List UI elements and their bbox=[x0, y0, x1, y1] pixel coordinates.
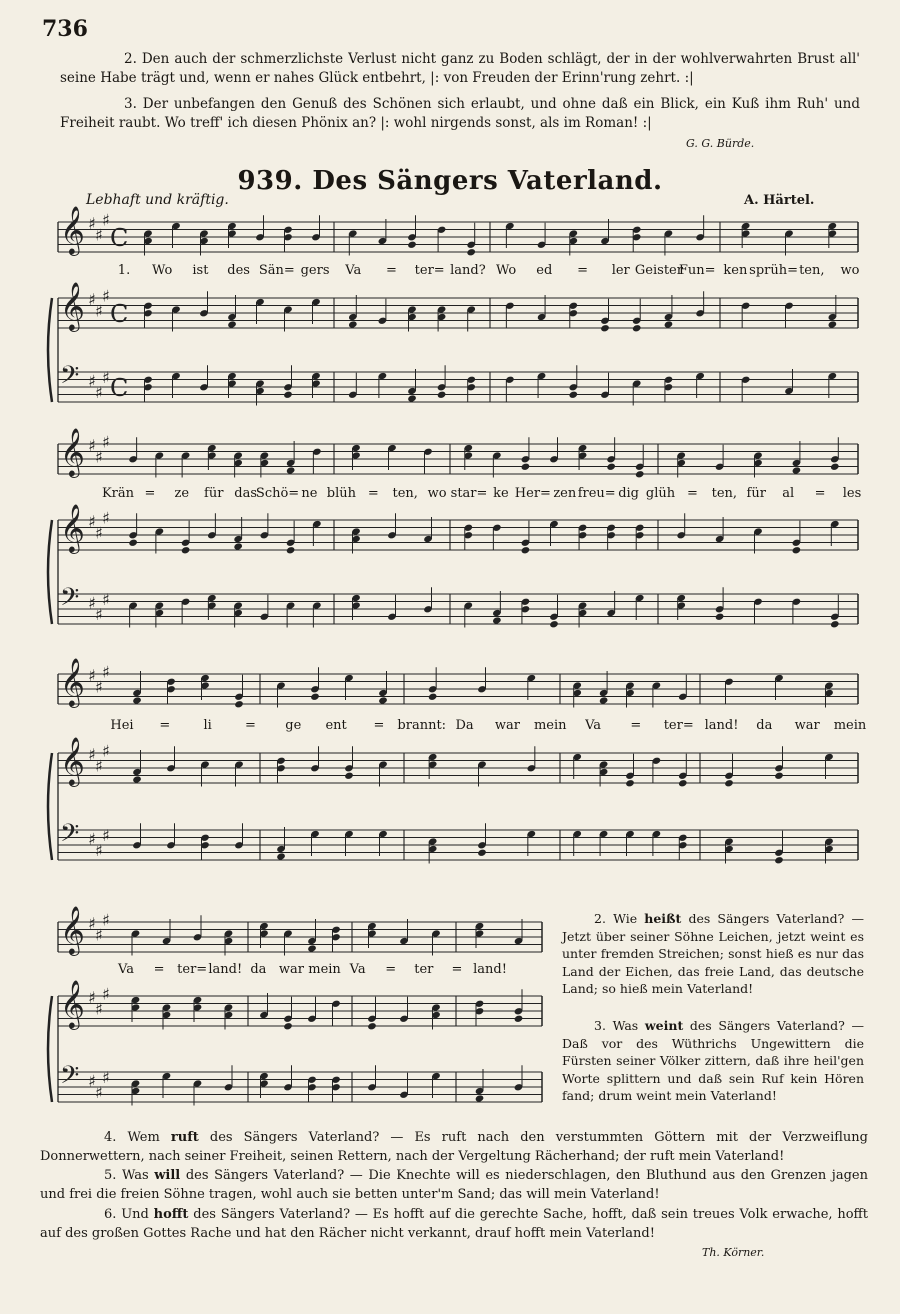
note-head bbox=[128, 539, 138, 547]
sharp-icon: ♯ bbox=[88, 988, 96, 1007]
bass-clef-icon: 𝄢 bbox=[60, 819, 80, 854]
lyric-syllable: Sän= bbox=[258, 263, 295, 278]
note-head bbox=[132, 775, 142, 783]
lyric-syllable: = bbox=[159, 718, 171, 733]
lyric-syllable: Schö= bbox=[255, 486, 300, 501]
lyric-syllable: Geister bbox=[634, 263, 683, 278]
lyric-syllable: für bbox=[746, 486, 766, 501]
note-head bbox=[678, 779, 688, 787]
note-head bbox=[286, 466, 296, 474]
note-head bbox=[348, 320, 358, 328]
verse-5-keyword: will bbox=[154, 1168, 181, 1183]
treble-clef-icon: 𝄞 bbox=[60, 503, 85, 552]
sharp-icon: ♯ bbox=[102, 910, 110, 930]
common-time-icon: C bbox=[110, 374, 129, 402]
note-head bbox=[477, 849, 487, 857]
lyric-syllable: freu= bbox=[577, 486, 616, 501]
lyric-syllable: land? bbox=[450, 263, 486, 278]
song-author: Th. Körner. bbox=[702, 1246, 765, 1259]
sharp-icon: ♯ bbox=[88, 666, 96, 685]
note-head bbox=[774, 772, 784, 780]
lyric-syllable: ent bbox=[325, 718, 347, 733]
note-head bbox=[792, 546, 802, 554]
treble-clef-icon: 𝄞 bbox=[60, 281, 85, 330]
note-head bbox=[286, 546, 296, 554]
bass-clef-icon: 𝄢 bbox=[60, 1061, 80, 1096]
treble-clef-icon: 𝄞 bbox=[60, 657, 85, 706]
lyric-syllable: des bbox=[227, 263, 250, 278]
note-head bbox=[234, 700, 244, 708]
note-head bbox=[632, 324, 642, 332]
lyric-syllable: ten, bbox=[711, 486, 738, 501]
verse-5-lead: 5. Was bbox=[104, 1168, 149, 1183]
sharp-icon: ♯ bbox=[88, 371, 96, 391]
lyric-syllable: = bbox=[630, 718, 642, 733]
sharp-icon: ♯ bbox=[95, 925, 103, 945]
note-head bbox=[276, 852, 286, 860]
lyric-syllable: mein bbox=[308, 962, 341, 977]
note-head bbox=[599, 696, 609, 704]
verse-4-text: des Sängers Vaterland? — Es ruft nach den verstummten Göttern mit der Verzweiflung Donnerwettern, nach seiner Freiheit, seinen Rettern, nach der Vergeltung Rächerhand; der ruft mein Vaterland! bbox=[40, 1130, 868, 1164]
lyric-syllable: mein bbox=[533, 718, 567, 733]
piano-brace bbox=[48, 298, 52, 402]
lyric-syllable: wo bbox=[840, 263, 860, 278]
lyric-syllable: Krän bbox=[101, 486, 135, 501]
note-head bbox=[635, 470, 645, 478]
note-head bbox=[283, 391, 293, 399]
lyric-syllable: land! bbox=[704, 718, 739, 733]
lyric-syllable: glüh bbox=[645, 486, 676, 501]
common-time-icon: C bbox=[110, 224, 129, 252]
lyric-syllable: ist bbox=[192, 263, 209, 278]
note-head bbox=[774, 856, 784, 864]
sharp-icon: ♯ bbox=[88, 1071, 96, 1091]
lyric-syllable: brannt: bbox=[397, 718, 447, 733]
note-head bbox=[514, 1015, 524, 1023]
sharp-icon: ♯ bbox=[95, 1082, 103, 1102]
lyric-syllable: = bbox=[814, 486, 826, 501]
lyric-syllable: das bbox=[234, 486, 258, 501]
verse-3-text: des Sängers Vaterland? — Daß vor des Wüthrichs Ungewittern die Fürsten seiner Völker zittern, daß ihre heil'gen Worte splittern und daß sein Ruf kein Hören fand; drum weint mein Vaterland! bbox=[562, 1018, 864, 1103]
sharp-icon: ♯ bbox=[102, 367, 110, 387]
note-head bbox=[132, 696, 142, 704]
lyric-syllable: Va bbox=[349, 962, 366, 977]
piano-brace bbox=[48, 996, 52, 1102]
note-head bbox=[830, 620, 840, 628]
lyric-syllable: Wo bbox=[495, 263, 517, 278]
lyric-syllable: ke bbox=[493, 486, 509, 501]
sharp-icon: ♯ bbox=[95, 382, 103, 402]
note-head bbox=[492, 616, 502, 624]
sharp-icon: ♯ bbox=[88, 593, 96, 613]
lyric-syllable: = bbox=[367, 486, 379, 501]
verse-5-text: des Sängers Vaterland? — Die Knechte will es niederschlagen, den Bluthund aus den Grenzen jagen und frei die freien Söhne tragen, wohl auch sie betten unter'm Sand; das will mein Vaterland! bbox=[40, 1168, 868, 1202]
lyric-syllable: ter= bbox=[177, 962, 208, 977]
lyric-syllable: land! bbox=[473, 962, 507, 977]
note-head bbox=[724, 779, 734, 787]
treble-clef-icon: 𝄞 bbox=[60, 427, 85, 476]
sharp-icon: ♯ bbox=[95, 523, 103, 543]
verse-6-keyword: hofft bbox=[153, 1207, 189, 1222]
bass-clef-icon: 𝄢 bbox=[60, 361, 80, 396]
sharp-icon: ♯ bbox=[88, 512, 96, 531]
note-head bbox=[521, 463, 531, 471]
lyric-syllable: Wo bbox=[152, 263, 173, 278]
sharp-icon: ♯ bbox=[102, 662, 110, 682]
verse-3-keyword: weint bbox=[644, 1018, 684, 1033]
note-head bbox=[828, 320, 838, 328]
note-head bbox=[407, 241, 417, 249]
sharp-icon: ♯ bbox=[95, 301, 103, 321]
lyric-syllable: ten, bbox=[392, 486, 418, 501]
note-head bbox=[830, 463, 840, 471]
lyric-syllable: al bbox=[782, 486, 795, 501]
lyric-syllable: war bbox=[494, 718, 520, 733]
lyric-syllable: da bbox=[250, 962, 267, 977]
lyric-syllable: star= bbox=[450, 486, 488, 501]
note-head bbox=[549, 620, 559, 628]
lyric-syllable: zen bbox=[553, 486, 577, 501]
lyric-syllable: ed bbox=[536, 263, 553, 278]
lyric-syllable: für bbox=[204, 486, 224, 501]
piano-brace bbox=[48, 753, 52, 860]
sharp-icon: ♯ bbox=[95, 999, 103, 1019]
sharp-icon: ♯ bbox=[88, 914, 96, 933]
verse-4-keyword: ruft bbox=[170, 1130, 199, 1145]
sharp-icon: ♯ bbox=[88, 745, 96, 764]
lyric-syllable: Her= bbox=[514, 486, 551, 501]
sharp-icon: ♯ bbox=[102, 432, 110, 452]
note-head bbox=[310, 693, 320, 701]
sharp-icon: ♯ bbox=[95, 447, 103, 467]
verse-2-text: des Sängers Vaterland? — Jetzt über seiner Söhne Leichen, jetzt weint es unter fremden Streichen; sonst hieß es nur das Land der Eichen, das freie Land, das deutsche Land; so hieß mein Vaterland! bbox=[562, 911, 864, 996]
lyric-syllable: = bbox=[373, 718, 385, 733]
sharp-icon: ♯ bbox=[102, 741, 110, 761]
lyric-syllable: ken bbox=[723, 263, 748, 278]
lyric-syllable: li bbox=[203, 718, 212, 733]
sharp-icon: ♯ bbox=[102, 589, 110, 609]
note-head bbox=[625, 779, 635, 787]
treble-clef-icon: 𝄞 bbox=[60, 979, 85, 1028]
verse-3 bbox=[562, 1017, 864, 1105]
lyric-syllable: war bbox=[278, 962, 304, 977]
lyric-syllable: dig bbox=[618, 486, 639, 501]
lyric-syllable: Hei bbox=[110, 718, 134, 733]
lyric-syllable: les bbox=[842, 486, 862, 501]
lyric-syllable: Fun= bbox=[678, 263, 716, 278]
lyric-syllable: Va bbox=[345, 263, 362, 278]
lyric-syllable: land! bbox=[208, 962, 243, 977]
lyric-syllable: Da bbox=[455, 718, 474, 733]
lyric-syllable: = bbox=[245, 718, 256, 733]
common-time-icon: C bbox=[110, 300, 129, 328]
sharp-icon: ♯ bbox=[88, 290, 96, 309]
lyric-syllable: ten, bbox=[799, 263, 825, 278]
note-head bbox=[792, 466, 802, 474]
previous-song-author: G. G. Bürde. bbox=[686, 137, 755, 150]
sharp-icon: ♯ bbox=[95, 840, 103, 860]
note-head bbox=[307, 944, 317, 952]
note-head bbox=[466, 248, 476, 256]
note-head bbox=[227, 320, 237, 328]
tempo-marking: Lebhaft und kräftig. bbox=[86, 192, 229, 208]
lyric-syllable: sprüh= bbox=[749, 263, 799, 278]
note-head bbox=[475, 1094, 485, 1102]
bass-clef-icon: 𝄢 bbox=[60, 583, 80, 618]
sharp-icon: ♯ bbox=[95, 756, 103, 776]
note-head bbox=[437, 391, 447, 399]
previous-song-verse-3-text: 3. Der unbefangen den Genuß des Schönen sich erlaubt, und ohne daß ein Blick, ein Kuß ihm Ruh' und Freiheit raubt. Wo treff' ich diesen Phönix an? |: wohl nirgends sonst, als im Roman! :| bbox=[60, 96, 860, 131]
verse-6-lead: 6. Und bbox=[104, 1207, 149, 1222]
sharp-icon: ♯ bbox=[88, 214, 96, 233]
treble-clef-icon: 𝄞 bbox=[60, 736, 85, 785]
song-title-text: Des Sängers Vaterland. bbox=[312, 166, 663, 196]
note-head bbox=[344, 772, 354, 780]
verse-2-lead: 2. Wie bbox=[594, 911, 638, 926]
note-head bbox=[283, 1022, 293, 1030]
note-head bbox=[181, 546, 191, 554]
note-head bbox=[428, 693, 438, 701]
sharp-icon: ♯ bbox=[102, 825, 110, 845]
note-head bbox=[378, 696, 388, 704]
lyric-syllable: = bbox=[144, 486, 156, 501]
note-head bbox=[715, 613, 725, 621]
verse-3-lead: 3. Was bbox=[594, 1018, 639, 1033]
lyric-syllable: wo bbox=[427, 486, 447, 501]
composer: A. Härtel. bbox=[744, 193, 815, 208]
sharp-icon: ♯ bbox=[102, 1067, 110, 1087]
note-head bbox=[600, 324, 610, 332]
note-head bbox=[407, 394, 417, 402]
sharp-icon: ♯ bbox=[95, 604, 103, 624]
verse-2-keyword: heißt bbox=[644, 911, 682, 926]
note-head bbox=[521, 546, 531, 554]
verse-4-lead: 4. Wem bbox=[104, 1130, 160, 1145]
lyric-syllable: blüh bbox=[326, 486, 357, 501]
note-head bbox=[606, 463, 616, 471]
sharp-icon: ♯ bbox=[102, 286, 110, 306]
lyric-syllable: = bbox=[386, 263, 397, 278]
sharp-icon: ♯ bbox=[88, 436, 96, 455]
lyric-syllable: ter= bbox=[663, 718, 694, 733]
note-head bbox=[367, 1022, 377, 1030]
lyric-syllable: ze bbox=[174, 486, 190, 501]
sharp-icon: ♯ bbox=[102, 210, 110, 230]
piano-brace bbox=[48, 520, 52, 624]
lyric-syllable: gers bbox=[300, 263, 330, 278]
verse-4 bbox=[40, 1128, 868, 1166]
lyric-syllable: ter= bbox=[414, 263, 445, 278]
sharp-icon: ♯ bbox=[95, 225, 103, 245]
lyric-syllable: = bbox=[385, 962, 397, 977]
verse-5 bbox=[40, 1166, 868, 1204]
lyric-syllable: = bbox=[577, 263, 588, 278]
treble-clef-icon: 𝄞 bbox=[60, 905, 85, 954]
lyric-syllable: = bbox=[153, 962, 165, 977]
song-number: 939. bbox=[237, 166, 303, 196]
lyric-syllable: ter bbox=[414, 962, 434, 977]
lyric-syllable: ge bbox=[285, 718, 302, 733]
treble-clef-icon: 𝄞 bbox=[60, 205, 85, 254]
lyric-syllable: = bbox=[451, 962, 463, 977]
lyric-syllable: da bbox=[756, 718, 773, 733]
lyric-syllable: Va bbox=[118, 962, 134, 977]
page-number: 736 bbox=[42, 16, 88, 42]
note-head bbox=[569, 391, 579, 399]
lyric-syllable: = bbox=[686, 486, 698, 501]
sharp-icon: ♯ bbox=[88, 829, 96, 849]
verse-2 bbox=[562, 910, 864, 998]
lyric-syllable: Va bbox=[585, 718, 602, 733]
verse-6-text: des Sängers Vaterland? — Es hofft auf die gerechte Sache, hofft, daß sein treues Volk erwache, hofft auf des großen Gottes Rache und hat den Rächer nicht verkannt, drauf hofft mein Vaterland! bbox=[40, 1207, 868, 1241]
sharp-icon: ♯ bbox=[95, 677, 103, 697]
sharp-icon: ♯ bbox=[102, 508, 110, 528]
lyric-syllable: ne bbox=[301, 486, 318, 501]
lyric-syllable: mein bbox=[833, 718, 867, 733]
verse-6 bbox=[40, 1205, 868, 1243]
note-head bbox=[664, 320, 674, 328]
lyric-syllable: ler bbox=[611, 263, 630, 278]
lyric-syllable: 1. bbox=[117, 263, 131, 278]
lyric-syllable: war bbox=[794, 718, 820, 733]
note-head bbox=[233, 542, 243, 550]
sharp-icon: ♯ bbox=[102, 984, 110, 1004]
previous-song-verse-2-text: 2. Den auch der schmerzlichste Verlust nicht ganz zu Boden schlägt, der in der wohlverwahrten Brust all' seine Habe trägt und, wenn er nahes Glück entbehrt, |: von Freuden der Erinn'rung zehrt. :| bbox=[60, 51, 860, 86]
